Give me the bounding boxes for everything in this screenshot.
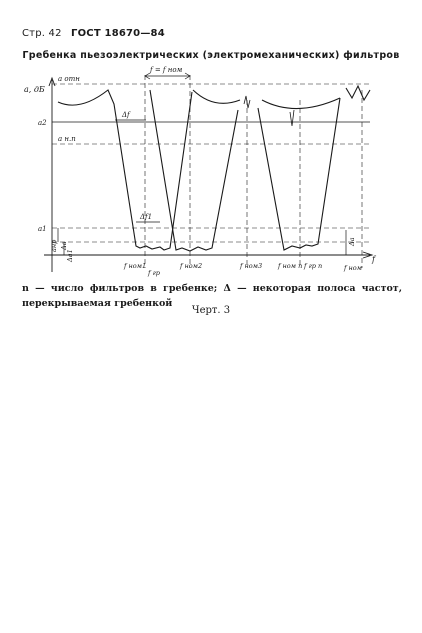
label-f-nom3: f ном3 (240, 262, 263, 270)
label-delta-a: Δa (60, 241, 68, 250)
page-header (22, 28, 171, 39)
filter-comb-diagram (0, 60, 422, 280)
label-f-nom2: f ном2 (180, 262, 203, 270)
figure-caption: Черт. 3 (191, 305, 231, 316)
label-nf-nom: f = f ном (150, 66, 183, 74)
label-a-np: a н.п (58, 135, 76, 143)
legend-text: n — число фильтров в гребенке; Δ — некоторая полоса частот, перекрываемая гребенкой (22, 283, 402, 309)
label-a-nr: aнр (50, 239, 58, 252)
label-f-nom-n: f ном n (278, 262, 303, 270)
page-number: Стр. 42 (22, 28, 62, 39)
filter-response-3-top (262, 98, 340, 109)
label-delta-f1: Δf1 (140, 213, 153, 221)
gost-number: ГОСТ 18670—84 (71, 28, 165, 39)
label-a1: a1 (38, 225, 47, 233)
ripple-mark-2 (290, 110, 294, 126)
label-f: f (372, 255, 375, 264)
figure-title: Гребенка пьезоэлектрических (электромеханических) фильтров (22, 50, 400, 61)
label-f-nom: f ном (344, 264, 363, 272)
label-delta-a-right: Δa (348, 237, 356, 246)
ripple-mark-1 (244, 96, 250, 108)
label-f-gr-n: f гр n (304, 262, 323, 270)
label-f-gr: f гр (148, 269, 160, 277)
filter-response-2-top (193, 90, 240, 103)
filter-response-3 (258, 98, 340, 250)
label-a-otn: a отн (58, 75, 80, 83)
filter-response-n (346, 86, 370, 100)
label-a2: a2 (38, 119, 47, 127)
filter-response-2 (150, 90, 238, 251)
label-f-nom1: f ном1 (124, 262, 147, 270)
label-delta-a1: Δa1 (66, 249, 74, 262)
label-y-axis: a, дБ (24, 85, 45, 94)
label-delta-f: Δf (122, 111, 130, 119)
